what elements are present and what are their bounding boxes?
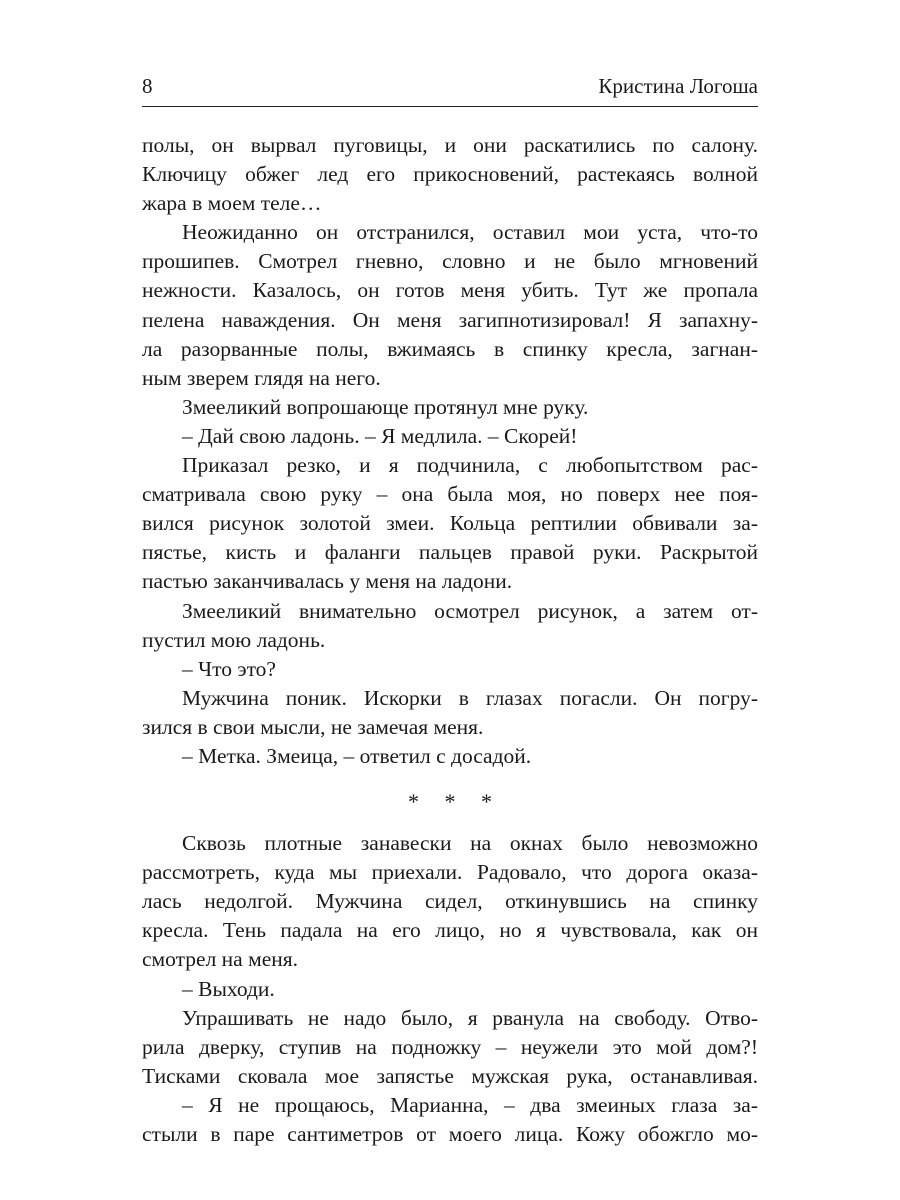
text-line: зился в свои мысли, не замечая меня. (142, 714, 484, 739)
text-line: Упрашивать не надо было, я рванула на свободу. Отво- (182, 1005, 758, 1030)
text-line: нежности. Казалось, он готов меня убить. Тут же пропала (142, 278, 758, 303)
text-line: стыли в паре сантиметров от моего лица. Кожу обожгло мо- (142, 1122, 758, 1146)
book-text (142, 131, 758, 1149)
text-line: пустил мою ладонь. (142, 627, 326, 652)
text-line: сматривала свою руку – она была моя, но поверх нее поя- (142, 482, 758, 507)
text-line: рассмотреть, куда мы приехали. Радовало, что дорога оказа- (142, 860, 758, 885)
text-line: рила дверку, ступив на подножку – неужели это мой дом?! (142, 1034, 758, 1059)
text-line: Неожиданно он отстранился, оставил мои уста, что-то (182, 220, 758, 245)
text-line: вился рисунок золотой змеи. Кольца рептилии обвивали за- (142, 511, 758, 536)
text-line: – Я не прощаюсь, Марианна, – два змеиных глаза за- (182, 1092, 758, 1117)
text-line: ным зверем глядя на него. (142, 365, 381, 390)
text-line: Змееликий вопрошающе протянул мне руку. (182, 394, 589, 419)
text-line: Тисками сковала мое запястье мужская рука, останавливая. (142, 1063, 758, 1088)
text-line: смотрел на меня. (142, 947, 299, 972)
page-number: 8 (142, 74, 153, 98)
text-line: – Метка. Змеица, – ответил с досадой. (182, 743, 532, 768)
text-line: – Выходи. (182, 976, 275, 1001)
text-line: лась недолгой. Мужчина сидел, откинувшись на спинку (142, 889, 758, 914)
running-head-author: Кристина Логоша (598, 74, 758, 98)
scene-break: * * * (408, 789, 502, 815)
page-header (142, 72, 758, 107)
text-line: кресла. Тень падала на его лицо, но я чувствовала, как он (142, 918, 758, 943)
text-line: прошипев. Смотрел гневно, словно и не было мгновений (142, 249, 758, 274)
text-line: Ключицу обжег лед его прикосновений, растекаясь волной (142, 162, 758, 187)
text-line: – Дай свою ладонь. – Я медлила. – Скорей! (182, 423, 578, 448)
text-line: полы, он вырвал пуговицы, и они раскатились по салону. (142, 133, 758, 157)
text-line: Приказал резко, и я подчинила, с любопытством рас- (182, 453, 758, 478)
text-line: пястье, кисть и фаланги пальцев правой руки. Раскрытой (142, 540, 758, 565)
text-line: Мужчина поник. Искорки в глазах погасли. Он погру- (182, 685, 758, 710)
text-section-before-break (142, 131, 758, 771)
text-line: Змееликий внимательно осмотрел рисунок, а затем от- (182, 598, 758, 623)
text-line: ла разорванные полы, вжимаясь в спинку кресла, загнан- (142, 336, 758, 361)
text-section-after-break (142, 829, 758, 1149)
text-line: пастью заканчивалась у меня на ладони. (142, 569, 513, 594)
text-line: – Что это? (182, 656, 276, 681)
text-line: пелена наваждения. Он меня загипнотизировал! Я запахну- (142, 307, 758, 332)
text-line: Сквозь плотные занавески на окнах было невозможно (182, 831, 758, 856)
text-line: жара в моем теле… (142, 191, 322, 216)
